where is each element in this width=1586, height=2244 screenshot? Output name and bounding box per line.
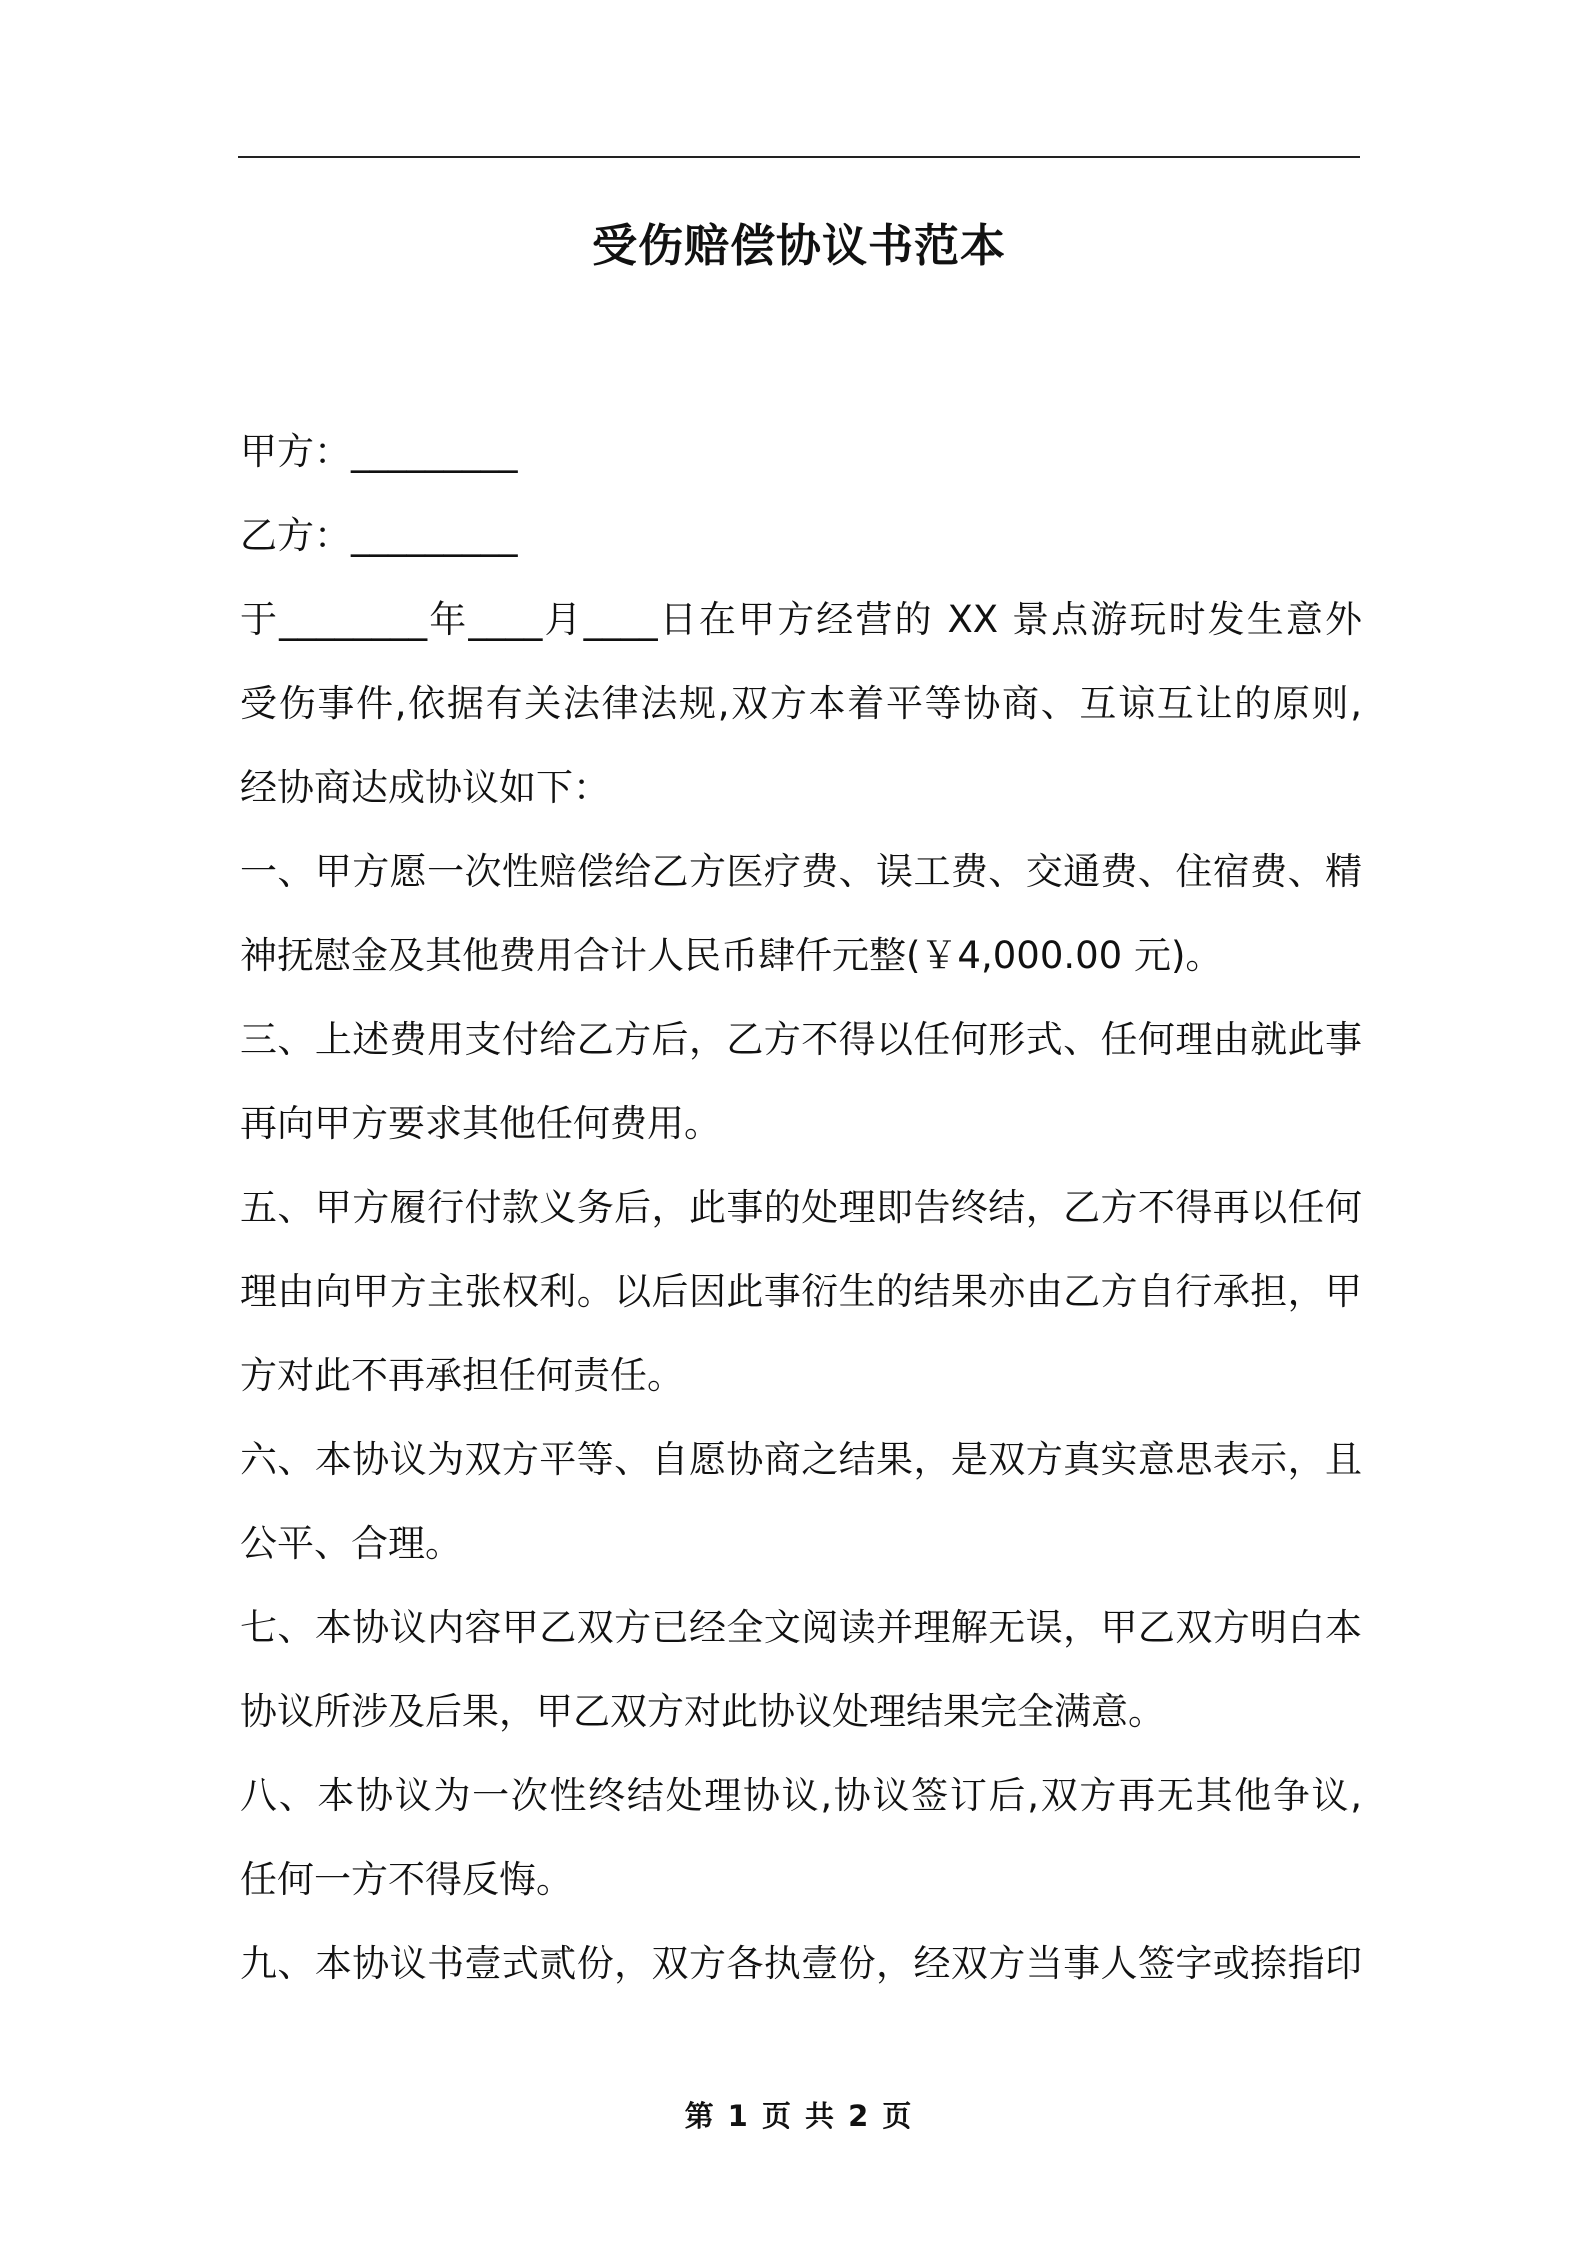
clause-3-line-1: 三、上述费用支付给乙方后，乙方不得以任何形式、任何理由就此事 bbox=[240, 1018, 1362, 1061]
clause-8-line-2: 任何一方不得反悔。 bbox=[240, 1858, 573, 1901]
clause-5-line-1: 五、甲方履行付款义务后，此事的处理即告终结，乙方不得再以任何 bbox=[240, 1186, 1362, 1229]
clause-1-line-2: 神抚慰金及其他费用合计人民币肆仟元整(￥4,000.00 元)。 bbox=[240, 934, 1223, 977]
intro-line-3: 经协商达成协议如下： bbox=[240, 766, 610, 809]
intro-line-2: 受伤事件,依据有关法律法规,双方本着平等协商、互谅互让的原则, bbox=[240, 682, 1362, 725]
header-rule bbox=[238, 156, 1360, 158]
page-footer: 第 1 页 共 2 页 bbox=[684, 2099, 914, 2133]
clause-8-line-1: 八、本协议为一次性终结处理协议,协议签订后,双方再无其他争议, bbox=[240, 1774, 1362, 1817]
clause-7-line-2: 协议所涉及后果，甲乙双方对此协议处理结果完全满意。 bbox=[240, 1690, 1165, 1733]
clause-6-line-2: 公平、合理。 bbox=[240, 1522, 462, 1565]
clause-5-line-3: 方对此不再承担任何责任。 bbox=[240, 1354, 684, 1397]
clause-6-line-1: 六、本协议为双方平等、自愿协商之结果，是双方真实意思表示，且 bbox=[240, 1438, 1362, 1481]
clause-7-line-1: 七、本协议内容甲乙双方已经全文阅读并理解无误，甲乙双方明白本 bbox=[240, 1606, 1362, 1649]
clause-1-line-1: 一、甲方愿一次性赔偿给乙方医疗费、误工费、交通费、住宿费、精 bbox=[240, 850, 1362, 893]
clause-9-line-1: 九、本协议书壹式贰份，双方各执壹份，经双方当事人签字或捺指印 bbox=[240, 1942, 1362, 1985]
party-b-line: 乙方：_________ bbox=[240, 514, 518, 557]
document-title: 受伤赔偿协议书范本 bbox=[591, 219, 1006, 272]
clause-3-line-2: 再向甲方要求其他任何费用。 bbox=[240, 1102, 721, 1145]
document-body bbox=[240, 410, 1362, 2006]
clause-5-line-2: 理由向甲方主张权利。以后因此事衍生的结果亦由乙方自行承担，甲 bbox=[240, 1270, 1362, 1313]
party-a-line: 甲方：_________ bbox=[240, 430, 518, 473]
intro-line-1: 于________年____月____日在甲方经营的 XX 景点游玩时发生意外 bbox=[240, 598, 1362, 641]
